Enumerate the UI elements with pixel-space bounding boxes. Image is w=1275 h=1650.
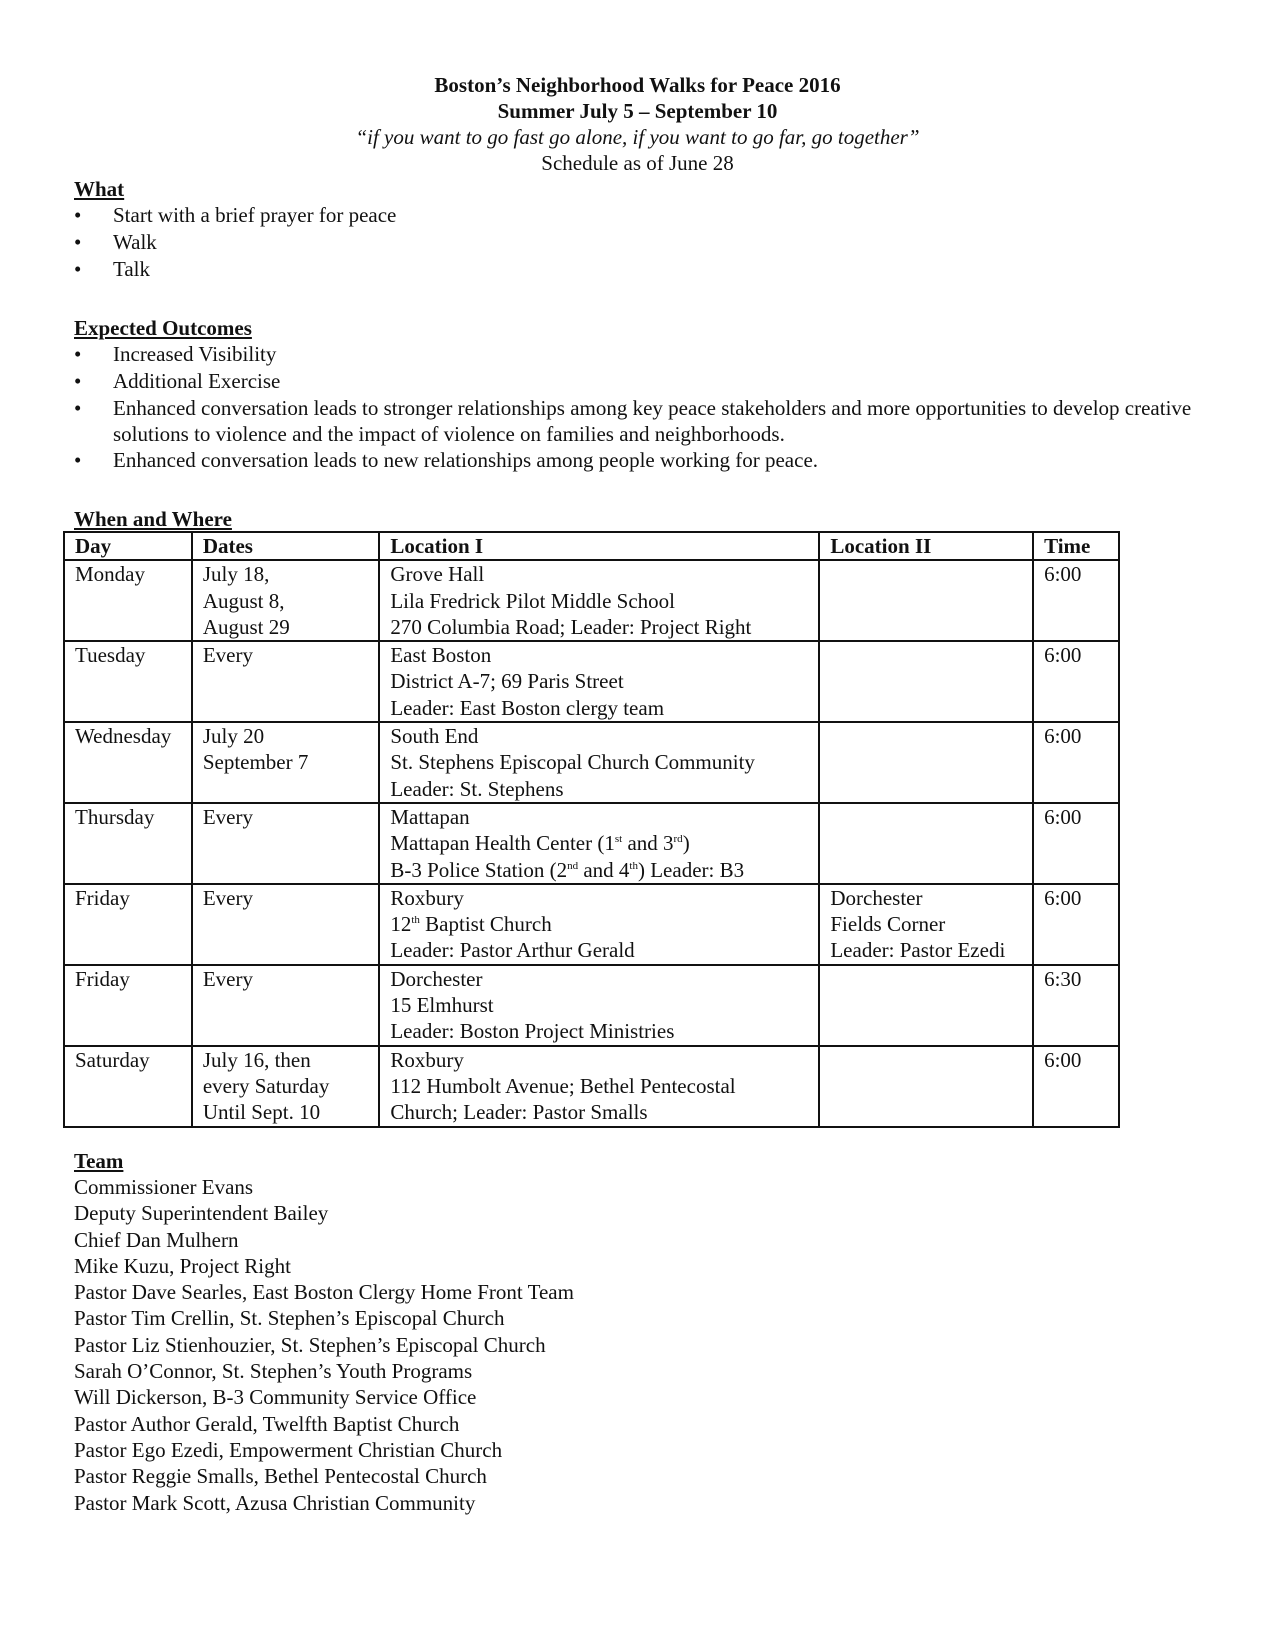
- day-cell: Friday: [64, 884, 192, 965]
- team-member: Pastor Mark Scott, Azusa Christian Community: [74, 1490, 476, 1515]
- page-title: Boston’s Neighborhood Walks for Peace 2016: [434, 73, 841, 97]
- list-item: • Walk: [74, 230, 157, 254]
- column-header-time: Time: [1033, 532, 1119, 560]
- time-cell: 6:00: [1033, 803, 1119, 884]
- team-section: [74, 1148, 574, 1516]
- page-subtitle: Summer July 5 – September 10: [497, 99, 778, 123]
- time-cell: 6:00: [1033, 884, 1119, 965]
- time-cell: 6:00: [1033, 560, 1119, 641]
- column-header-day: Day: [64, 532, 192, 560]
- bullet-icon: •: [74, 448, 82, 472]
- day-cell: Wednesday: [64, 722, 192, 803]
- location-1-cell: Roxbury 12th Baptist Church Leader: Pastor Arthur Gerald: [379, 884, 819, 965]
- day-cell: Monday: [64, 560, 192, 641]
- table-row: [64, 560, 1119, 641]
- bullet-icon: •: [74, 257, 82, 281]
- outcomes-list: [74, 341, 1192, 474]
- day-cell: Tuesday: [64, 641, 192, 722]
- day-cell: Saturday: [64, 1046, 192, 1127]
- location-2-cell: [819, 1046, 1033, 1127]
- team-member: Deputy Superintendent Bailey: [74, 1201, 329, 1226]
- when-where-heading: When and Where: [74, 507, 232, 531]
- location-1-cell: Roxbury 112 Humbolt Avenue; Bethel Pentecostal Church; Leader: Pastor Smalls: [379, 1046, 819, 1127]
- table-header-row: [64, 532, 1119, 560]
- time-cell: 6:00: [1033, 1046, 1119, 1127]
- day-cell: Thursday: [64, 803, 192, 884]
- what-list: [74, 202, 1174, 283]
- outcomes-heading: Expected Outcomes: [74, 316, 252, 340]
- location-1-cell: East Boston District A-7; 69 Paris Street Leader: East Boston clergy team: [379, 641, 819, 722]
- location-1-cell: Mattapan Mattapan Health Center (1st and 3rd) B-3 Police Station (2nd and 4th) Leader: B3: [379, 803, 819, 884]
- dates-cell: Every: [192, 641, 380, 722]
- team-member: Pastor Tim Crellin, St. Stephen’s Episcopal Church: [74, 1306, 505, 1331]
- motto-quote: “if you want to go fast go alone, if you want to go far, go together”: [355, 125, 920, 149]
- time-cell: 6:00: [1033, 722, 1119, 803]
- list-item: • Start with a brief prayer for peace: [74, 203, 397, 227]
- team-member: Sarah O’Connor, St. Stephen’s Youth Programs: [74, 1359, 473, 1384]
- team-member: Commissioner Evans: [74, 1175, 254, 1199]
- what-heading: What: [74, 177, 125, 201]
- dates-cell: Every: [192, 803, 380, 884]
- list-item: • Enhanced conversation leads to new relationships among people working for peace.: [74, 448, 819, 472]
- team-member: Mike Kuzu, Project Right: [74, 1253, 291, 1278]
- bullet-icon: •: [74, 396, 82, 420]
- list-item: • Enhanced conversation leads to stronger relationships among key peace stakeholders and more opportunities to develop creative solutions to violence and the impact of violence on families and neighborhoods.: [74, 396, 1192, 446]
- team-heading: Team: [74, 1149, 124, 1173]
- team-member: Pastor Liz Stienhouzier, St. Stephen’s Episcopal Church: [74, 1332, 546, 1357]
- location-2-cell: [819, 641, 1033, 722]
- outcomes-section: [74, 315, 1192, 474]
- location-2-cell: [819, 965, 1033, 1046]
- table-row: [64, 965, 1119, 1046]
- time-cell: 6:30: [1033, 965, 1119, 1046]
- what-section: [74, 176, 1174, 283]
- column-header-dates: Dates: [192, 532, 380, 560]
- location-1-cell: Grove Hall Lila Fredrick Pilot Middle School 270 Columbia Road; Leader: Project Right: [379, 560, 819, 641]
- team-member: Pastor Ego Ezedi, Empowerment Christian Church: [74, 1437, 503, 1462]
- location-1-cell: Dorchester 15 Elmhurst Leader: Boston Project Ministries: [379, 965, 819, 1046]
- dates-cell: Every: [192, 884, 380, 965]
- team-member: Pastor Dave Searles, East Boston Clergy Home Front Team: [74, 1280, 574, 1305]
- dates-cell: July 16, then every Saturday Until Sept. 10: [192, 1046, 380, 1127]
- day-cell: Friday: [64, 965, 192, 1046]
- table-row: [64, 1046, 1119, 1127]
- bullet-icon: •: [74, 230, 82, 254]
- column-header-location-2: Location II: [819, 532, 1033, 560]
- table-row: [64, 641, 1119, 722]
- table-row: [64, 884, 1119, 965]
- schedule-date: Schedule as of June 28: [541, 151, 734, 175]
- document-header: [0, 72, 1275, 176]
- location-2-cell: Dorchester Fields Corner Leader: Pastor Ezedi: [819, 884, 1033, 965]
- list-item: • Increased Visibility: [74, 342, 277, 366]
- location-2-cell: [819, 722, 1033, 803]
- list-item: • Additional Exercise: [74, 369, 281, 393]
- team-member: Will Dickerson, B-3 Community Service Office: [74, 1385, 477, 1410]
- dates-cell: July 20 September 7: [192, 722, 380, 803]
- team-member: Pastor Author Gerald, Twelfth Baptist Church: [74, 1411, 460, 1436]
- dates-cell: Every: [192, 965, 380, 1046]
- table-row: [64, 803, 1119, 884]
- location-2-cell: [819, 560, 1033, 641]
- location-2-cell: [819, 803, 1033, 884]
- time-cell: 6:00: [1033, 641, 1119, 722]
- list-item: • Talk: [74, 257, 151, 281]
- schedule-table: [63, 531, 1120, 1128]
- table-row: [64, 722, 1119, 803]
- column-header-location-1: Location I: [379, 532, 819, 560]
- team-member: Chief Dan Mulhern: [74, 1227, 239, 1252]
- bullet-icon: •: [74, 369, 82, 393]
- bullet-icon: •: [74, 203, 82, 227]
- location-1-cell: South End St. Stephens Episcopal Church Community Leader: St. Stephens: [379, 722, 819, 803]
- bullet-icon: •: [74, 342, 82, 366]
- team-member: Pastor Reggie Smalls, Bethel Pentecostal Church: [74, 1464, 487, 1489]
- dates-cell: July 18, August 8, August 29: [192, 560, 380, 641]
